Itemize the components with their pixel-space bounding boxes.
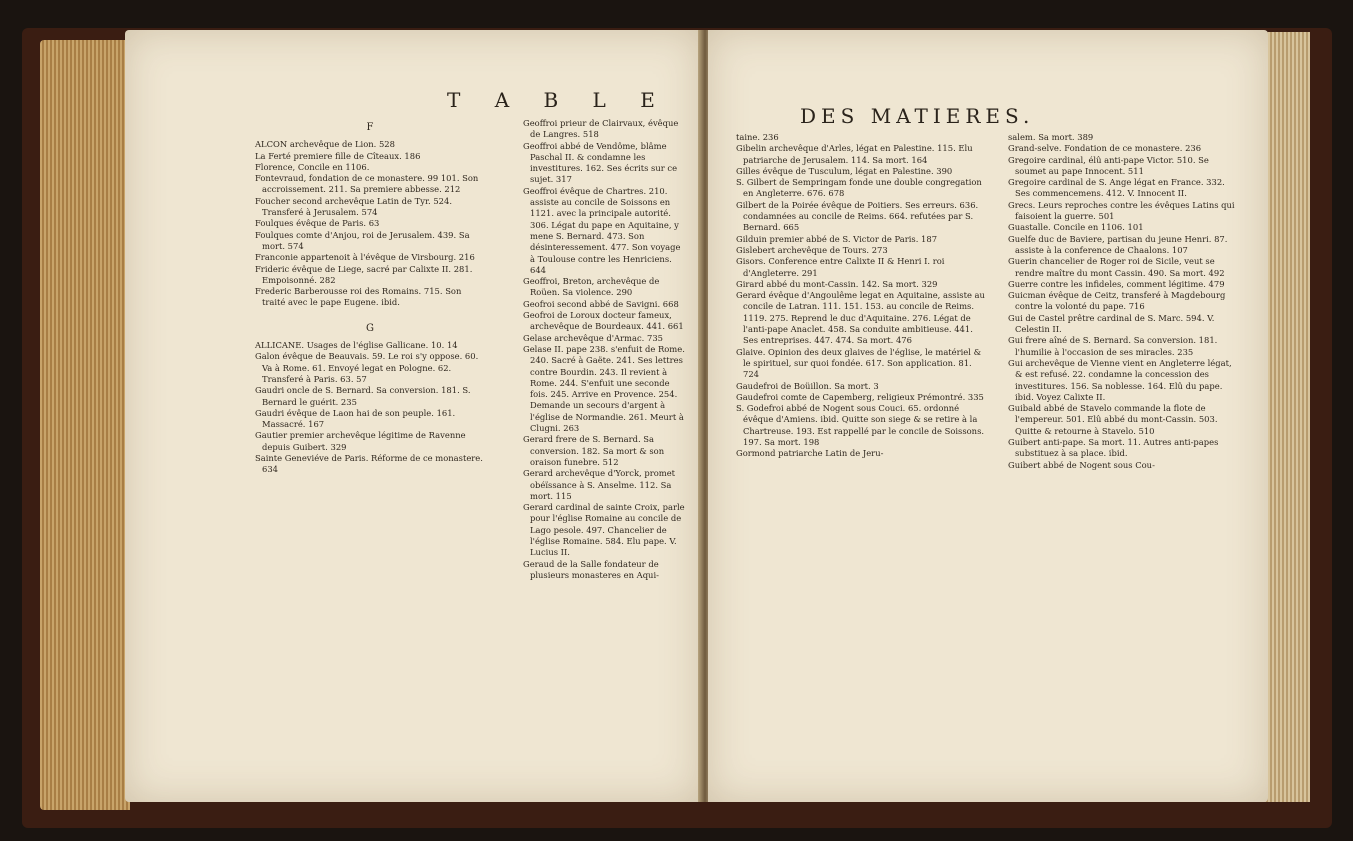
index-entry: Gislebert archevêque de Tours. 273 [736, 244, 888, 255]
index-entry: Gui archevêque de Vienne vient en Angleterre légat, & est refusé. 22. condamne la concession des investitures. 156. Sa noblesse. 164. Elû du pape. ibid. Voyez Calixte II. [1008, 357, 1232, 402]
index-entry: Gilbert de la Poirée évêque de Poitiers. Ses erreurs. 636. condamnées au concile de Reims. 664. refutées par S. Bernard. 665 [736, 199, 979, 233]
index-entry: Glaive. Opinion des deux glaives de l'église, le matériel & le spirituel, sur quoi fondée. 617. Son application. 81. 724 [736, 346, 982, 380]
index-entry: Guerre contre les infideles, comment légitime. 479 [1008, 278, 1225, 289]
index-entry: Gelase II. pape 238. s'enfuit de Rome. 240. Sacré à Gaëte. 241. Ses lettres contre Bourdin. 243. Il revient à Rome. 244. S'enfuit une seconde fois. 245. Arrive en Provence. 254. Demande un secours d'argent à l'église de Normandie. 261. Meurt à Clugni. 263 [523, 343, 685, 434]
index-entry: Guibert anti-pape. Sa mort. 11. Autres anti-papes substituez à sa place. ibid. [1008, 437, 1219, 459]
index-entry: Gaudri oncle de S. Bernard. Sa conversion. 181. S. Bernard le guérit. 235 [255, 385, 471, 407]
column-1 [255, 112, 485, 476]
index-entry: Frederic Barberousse roi des Romains. 715. Son traité avec le pape Eugene. ibid. [255, 286, 462, 308]
entries-f [255, 139, 485, 308]
column-3 [736, 132, 990, 460]
index-entry: Gautier premier archevêque légitime de Ravenne depuis Guibert. 329 [255, 430, 466, 452]
index-entry: Sainte Geneviéve de Paris. Réforme de ce monastere. 634 [255, 453, 483, 475]
index-entry: Geraud de la Salle fondateur de plusieurs monasteres en Aqui- [523, 558, 659, 580]
index-entry: La Ferté premiere fille de Cîteaux. 186 [255, 150, 421, 161]
index-entry: S. Gilbert de Sempringam fonde une double congregation en Angleterre. 676. 678 [736, 177, 982, 199]
index-entry: Gormond patriarche Latin de Jeru- [736, 448, 884, 459]
index-entry: Gerard archevêque d'Yorck, promet obéïssance à S. Anselme. 112. Sa mort. 115 [523, 468, 676, 501]
entries-g [255, 340, 485, 476]
index-entry: Guelfe duc de Baviere, partisan du jeune Henri. 87. assiste à la conference de Chaalons. 107 [1008, 233, 1228, 255]
index-entry: Girard abbé du mont-Cassin. 142. Sa mort. 329 [736, 278, 938, 289]
index-entry: Geofroi de Loroux docteur fameux, archevêque de Bourdeaux. 441. 661 [523, 310, 684, 332]
index-entry: Foulques évêque de Paris. 63 [255, 218, 380, 229]
index-entry: Grecs. Leurs reproches contre les évêques Latins qui faisoient la guerre. 501 [1008, 199, 1235, 222]
index-entry: Gerard évêque d'Angoulême legat en Aquitaine, assiste au concile de Latran. 111. 151. 153. au concile de Reims. 1119. 275. Reprend le duc d'Aquitaine. 276. Légat de l'anti-pape Anaclet. 458. Sa conduite ambitieuse. 441. Ses entreprises. 447. 474. Sa mort. 476 [736, 290, 985, 346]
column-2 [523, 118, 685, 581]
entries-col2 [523, 118, 685, 581]
index-entry: Gisors. Conference entre Calixte II & Henri I. roi d'Angleterre. 291 [736, 256, 945, 278]
left-page [125, 30, 700, 802]
index-entry: Guastalle. Concile en 1106. 101 [1008, 222, 1144, 233]
index-entry: Gui frere aîné de S. Bernard. Sa conversion. 181. l'humilie à l'occasion de ses miracles. 235 [1008, 335, 1218, 357]
index-entry: Foucher second archevêque Latin de Tyr. 524. Transferé à Jerusalem. 574 [255, 195, 453, 218]
index-entry: Gerard frere de S. Bernard. Sa conversion. 182. Sa mort & son oraison funebre. 512 [523, 434, 665, 467]
index-entry: Gregoire cardinal, élû anti-pape Victor. 510. Se soumet au pape Innocent. 511 [1008, 154, 1209, 176]
index-entry: S. Godefroi abbé de Nogent sous Couci. 65. ordonné évêque d'Amiens. ibid. Quitte son siege & se retire à la Chartreuse. 193. Est rappellé par le concile de Soissons. 197. Sa mort. 198 [736, 403, 985, 448]
index-entry: Florence, Concile en 1106. [255, 161, 370, 172]
index-entry: Gregoire cardinal de S. Ange légat en France. 332. Ses commencemens. 412. V. Innocent II. [1008, 177, 1225, 199]
index-entry: Guerin chancelier de Roger roi de Sicile, veut se rendre maître du mont Cassin. 490. Sa mort. 492 [1008, 256, 1225, 278]
index-entry: Gilles évêque de Tusculum, légat en Palestine. 390 [736, 165, 953, 176]
index-entry: Foulques comte d'Anjou, roi de Jerusalem. 439. Sa mort. 574 [255, 229, 470, 251]
index-entry: Geoffroi prieur de Clairvaux, évêque de Langres. 518 [523, 118, 679, 140]
page-edges-left [40, 40, 130, 810]
index-entry: Grand-selve. Fondation de ce monastere. 236 [1008, 143, 1202, 154]
index-entry: Guibert abbé de Nogent sous Cou- [1008, 459, 1155, 470]
index-entry: Gaudefroi de Boüillon. Sa mort. 3 [736, 380, 879, 391]
section-letter-f: F [366, 122, 374, 133]
header-left: T A B L E [447, 88, 669, 112]
index-entry: Gaudefroi comte de Capemberg, religieux Prémontré. 335 [736, 391, 984, 402]
index-entry: Gui de Castel prêtre cardinal de S. Marc. 594. V. Celestin II. [1008, 312, 1215, 335]
index-entry: Franconie appartenoit à l'évêque de Virsbourg. 216 [255, 252, 475, 263]
entries-col4 [1008, 132, 1240, 471]
index-entry: ALLICANE. Usages de l'église Gallicane. 10. 14 [255, 340, 458, 351]
index-entry: Gilduin premier abbé de S. Victor de Paris. 187 [736, 233, 938, 244]
index-entry: Geoffroi évêque de Chartres. 210. assiste au concile de Soissons en 1121. avec la principale autorité. 306. Légat du pape en Aquitaine, y mene S. Bernard. 473. Son désinteressement. 477. Son voyage à Toulouse contre les Henriciens. 644 [523, 185, 681, 275]
index-entry: Geofroi second abbé de Savigni. 668 [523, 298, 679, 309]
index-entry: Geoffroi abbé de Vendôme, blâme Paschal II. & condamne les investitures. 162. Ses écrits sur ce sujet. 317 [523, 140, 678, 185]
index-entry: Gerard cardinal de sainte Croix, parle pour l'église Romaine au concile de Lago pesole. 497. Chancelier de l'église Romaine. 584. Elu pape. V. Lucius II. [523, 502, 685, 558]
index-entry: Frideric évêque de Liege, sacré par Calixte II. 281. Empoisonné. 282 [255, 263, 473, 285]
index-entry: salem. Sa mort. 389 [1008, 132, 1094, 142]
index-entry: ALCON archevêque de Lion. 528 [255, 139, 395, 150]
index-entry: Geoffroi, Breton, archevêque de Roüen. Sa violence. 290 [523, 276, 660, 298]
column-4 [1008, 132, 1240, 471]
entries-col3 [736, 132, 990, 460]
right-page [708, 30, 1268, 802]
index-entry: Guibald abbé de Stavelo commande la flote de l'empereur. 501. Elû abbé du mont-Cassin. 503. Quitte & retourne à Stavelo. 510 [1008, 403, 1218, 436]
index-entry: Guicman évêque de Ceitz, transferé à Magdebourg contre la volonté du pape. 716 [1008, 290, 1226, 312]
index-entry: Galon évêque de Beauvais. 59. Le roi s'y oppose. 60. Va à Rome. 61. Envoyé legat en Pologne. 62. Transferé à Paris. 63. 57 [255, 351, 479, 384]
index-entry: Gibelin archevêque d'Arles, légat en Palestine. 115. Elu patriarche de Jerusalem. 114. Sa mort. 164 [736, 143, 973, 165]
section-letter-g: G [366, 322, 374, 334]
index-entry: Gaudri évêque de Laon hai de son peuple. 161. Massacré. 167 [255, 407, 456, 430]
header-right: DES MATIERES. [800, 104, 1035, 128]
index-entry: taine. 236 [736, 132, 779, 142]
index-entry: Fontevraud, fondation de ce monastere. 99 101. Son accroissement. 211. Sa premiere abbesse. 212 [255, 173, 479, 195]
index-entry: Gelase archevêque d'Armac. 735 [523, 332, 663, 343]
